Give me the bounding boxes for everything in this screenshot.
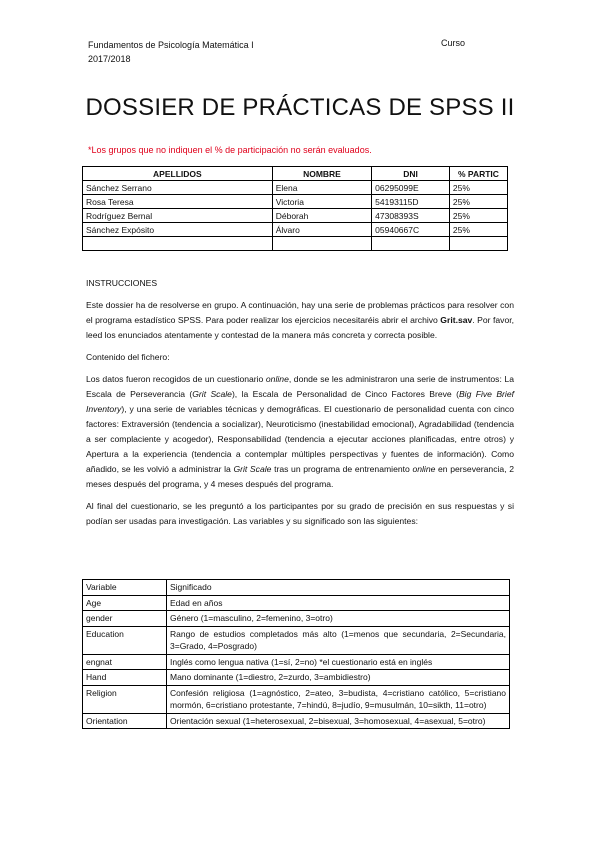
table-row — [83, 237, 508, 251]
variables-intro: Al final del cuestionario, se les preguntó a los participantes por su grado de precisión en sus respuestas y si podían ser usadas para investigación. Las variables y su significado son las siguientes: — [86, 501, 514, 526]
col-header-partic: % PARTIC — [449, 167, 507, 181]
col-header-dni: DNI — [372, 167, 450, 181]
cell-dni: 05940667C — [372, 223, 450, 237]
cell-nombre: Elena — [272, 181, 371, 195]
cell-variable: engnat — [83, 654, 167, 670]
table-row — [83, 223, 508, 237]
cell-variable: Education — [83, 626, 167, 654]
table-row — [83, 611, 510, 627]
col-header-apellidos: APELLIDOS — [83, 167, 273, 181]
table-row — [83, 595, 510, 611]
contents-paragraph: Los datos fueron recogidos de un cuestionario online, donde se les administraron una serie de instrumentos: La Escala de Perseverancia (Grit Scale), la Escala de Personalidad de Cinco Factores Breve (Big Five Brief Inventory), y una serie de variables técnicas y demográficas. El cuestionario de personalidad cuenta con cinco factores: Extraversión (tendencia a socializar), Neuroticismo (inestabilidad emocional), Agradabilidad (tendencia a ser complaciente y acogedor), Responsabilidad (tendencia a ejecutar acciones planificadas, entre otros) y Apertura a la experiencia (tendencia a contemplar múltiples perspectivas y fuentes de información). Como añadido, se les volvió a administrar la Grit Scale tras un programa de entrenamiento online en perseverancia, 2 meses después del programa, y 4 meses después del programa. — [86, 374, 514, 489]
table-row — [83, 181, 508, 195]
cell-dni: 06295099E — [372, 181, 450, 195]
cell-nombre: Déborah — [272, 209, 371, 223]
cell-apellidos: Sánchez Serrano — [83, 181, 273, 195]
participation-warning: *Los grupos que no indiquen el % de participación no serán evaluados. — [88, 145, 372, 155]
col-header-variable: Variable — [83, 580, 167, 596]
cell-significado: Rango de estudios completados más alto (1=menos que secundaria, 2=Secundaria, 3=Grado, 4=Posgrado) — [167, 626, 510, 654]
cell-significado: Mano dominante (1=diestro, 2=zurdo, 3=ambidiestro) — [167, 670, 510, 686]
cell-significado: Género (1=masculino, 2=femenino, 3=otro) — [167, 611, 510, 627]
cell-dni: 47308393S — [372, 209, 450, 223]
cell-significado: Orientación sexual (1=heterosexual, 2=bisexual, 3=homosexual, 4=asexual, 5=otro) — [167, 713, 510, 729]
cell-apellidos: Rosa Teresa — [83, 195, 273, 209]
table-row — [83, 713, 510, 729]
cell-apellidos: Rodríguez Bernal — [83, 209, 273, 223]
instructions-heading: INSTRUCCIONES — [86, 278, 158, 288]
cell-partic — [449, 237, 507, 251]
table-row — [83, 626, 510, 654]
cell-variable: Orientation — [83, 713, 167, 729]
instructions-paragraph: Este dossier ha de resolverse en grupo. A continuación, hay una serie de problemas prácticos para resolver con el programa estadístico SPSS. Para poder realizar los ejercicios necesitaréis abrir el archivo Grit.sav. Por favor, leed los enunciados atentamente y contestad de la manera más concreta y correcta posible. — [86, 300, 514, 340]
participants-table — [82, 166, 508, 251]
variables-header-row — [83, 580, 510, 596]
academic-year: 2017/2018 — [88, 54, 131, 64]
cell-partic: 25% — [449, 209, 507, 223]
instructions-section — [86, 276, 514, 536]
cell-nombre: Victoria — [272, 195, 371, 209]
cell-variable: Age — [83, 595, 167, 611]
table-row — [83, 670, 510, 686]
cell-apellidos: Sánchez Expósito — [83, 223, 273, 237]
cell-variable: gender — [83, 611, 167, 627]
cell-significado: Confesión religiosa (1=agnóstico, 2=ateo, 3=budista, 4=cristiano católico, 5=cristiano mormón, 6=cristiano protestante, 7=hindú, 8=judío, 9=musulmán, 10=sikth, 11=otro) — [167, 685, 510, 713]
table-row — [83, 685, 510, 713]
col-header-significado: Significado — [167, 580, 510, 596]
table-row — [83, 195, 508, 209]
page-title: DOSSIER DE PRÁCTICAS DE SPSS II — [85, 94, 515, 121]
header-left — [88, 38, 254, 66]
contents-heading: Contenido del fichero: — [86, 352, 170, 362]
course-name: Fundamentos de Psicología Matemática I — [88, 40, 254, 50]
cell-significado: Edad en años — [167, 595, 510, 611]
cell-partic: 25% — [449, 181, 507, 195]
participants-header-row — [83, 167, 508, 181]
cell-partic: 25% — [449, 223, 507, 237]
header-right: Curso — [441, 38, 466, 48]
file-name: Grit.sav — [440, 315, 473, 325]
table-row — [83, 654, 510, 670]
cell-apellidos — [83, 237, 273, 251]
col-header-nombre: NOMBRE — [272, 167, 371, 181]
cell-dni: 54193115D — [372, 195, 450, 209]
cell-nombre: Álvaro — [272, 223, 371, 237]
cell-partic: 25% — [449, 195, 507, 209]
cell-nombre — [272, 237, 371, 251]
cell-dni — [372, 237, 450, 251]
cell-significado: Inglés como lengua nativa (1=sí, 2=no) *el cuestionario está en inglés — [167, 654, 510, 670]
cell-variable: Hand — [83, 670, 167, 686]
variables-table — [82, 579, 510, 729]
cell-variable: Religion — [83, 685, 167, 713]
table-row — [83, 209, 508, 223]
